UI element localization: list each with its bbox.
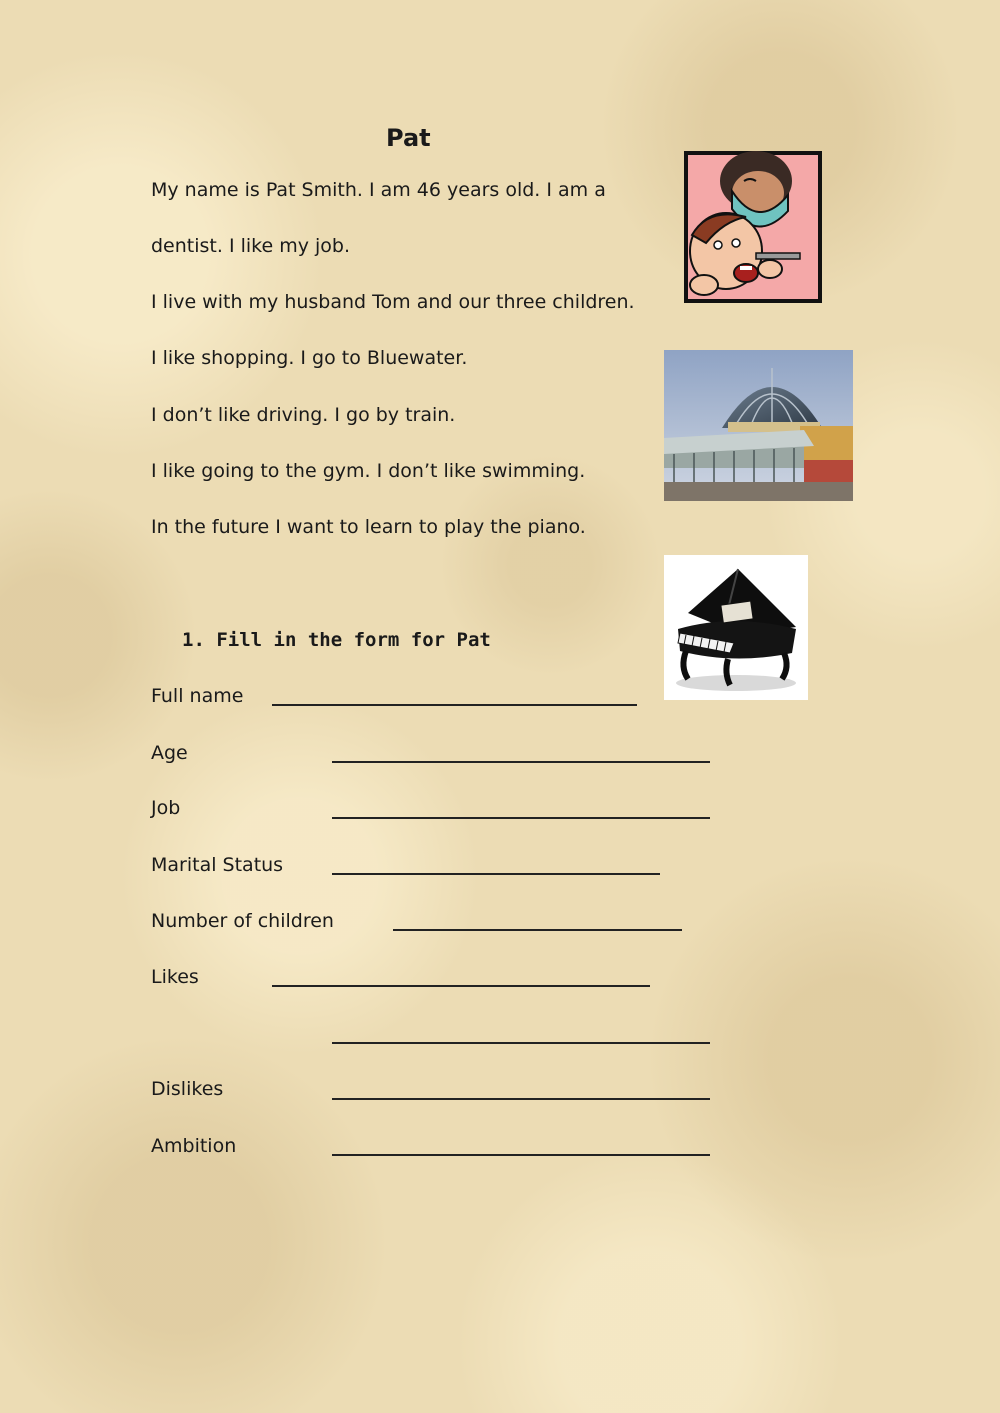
story-line-5: I don’t like driving. I go by train. — [151, 404, 456, 426]
label-job: Job — [151, 797, 181, 819]
story-line-7: In the future I want to learn to play the piano. — [151, 516, 586, 538]
answer-line-marital-status[interactable] — [332, 873, 660, 875]
label-full-name: Full name — [151, 685, 244, 707]
task-heading: 1. Fill in the form for Pat — [182, 629, 491, 651]
answer-line-dislikes[interactable] — [332, 1098, 710, 1100]
label-number-of-children: Number of children — [151, 910, 334, 932]
answer-line-likes-2[interactable] — [332, 1042, 710, 1044]
answer-line-ambition[interactable] — [332, 1154, 710, 1156]
answer-line-age[interactable] — [332, 761, 710, 763]
label-dislikes: Dislikes — [151, 1078, 224, 1100]
story-line-1: My name is Pat Smith. I am 46 years old. I am a — [151, 179, 606, 201]
label-age: Age — [151, 742, 188, 764]
story-line-4: I like shopping. I go to Bluewater. — [151, 347, 468, 369]
story-line-2: dentist. I like my job. — [151, 235, 350, 257]
dentist-cartoon-icon — [684, 151, 822, 303]
story-line-3: I live with my husband Tom and our three children. — [151, 291, 635, 313]
page-title: Pat — [386, 124, 431, 152]
answer-line-children[interactable] — [393, 929, 682, 931]
bluewater-dome-photo — [664, 350, 853, 501]
answer-line-full-name[interactable] — [272, 704, 637, 706]
grand-piano-icon — [664, 555, 808, 700]
label-likes: Likes — [151, 966, 199, 988]
answer-line-likes-1[interactable] — [272, 985, 650, 987]
label-ambition: Ambition — [151, 1135, 237, 1157]
answer-line-job[interactable] — [332, 817, 710, 819]
label-marital-status: Marital Status — [151, 854, 284, 876]
story-line-6: I like going to the gym. I don’t like swimming. — [151, 460, 586, 482]
